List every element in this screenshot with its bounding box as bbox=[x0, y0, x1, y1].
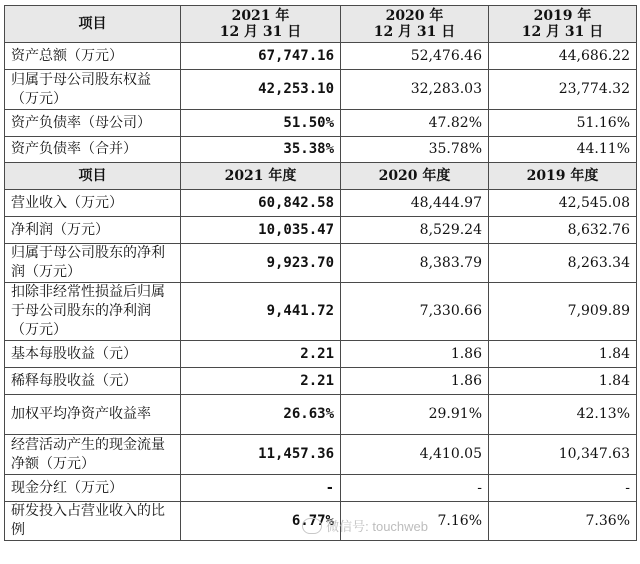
row-label: 研发投入占营业收入的比例 bbox=[5, 502, 181, 541]
value-2021: 26.63% bbox=[181, 395, 341, 435]
value-2019: 7,909.89 bbox=[489, 283, 637, 341]
table-row bbox=[5, 190, 637, 217]
value-2021: 2.21 bbox=[181, 368, 341, 395]
row-label: 扣除非经常性损益后归属于母公司股东的净利润（万元） bbox=[5, 283, 181, 341]
value-2019: 44,686.22 bbox=[489, 43, 637, 70]
header-2019-year: 2019 年度 bbox=[489, 163, 637, 190]
table-row bbox=[5, 502, 637, 541]
row-label: 归属于母公司股东权益（万元） bbox=[5, 70, 181, 110]
table-row bbox=[5, 283, 637, 341]
value-2019: 1.84 bbox=[489, 341, 637, 368]
header-2021-date: 2021 年 12 月 31 日 bbox=[181, 6, 341, 43]
row-label: 营业收入（万元） bbox=[5, 190, 181, 217]
header-item: 项目 bbox=[5, 6, 181, 43]
value-2019: 7.36% bbox=[489, 502, 637, 541]
row-label: 资产负债率（合并） bbox=[5, 137, 181, 163]
value-2020: 1.86 bbox=[341, 368, 489, 395]
income-header-row bbox=[5, 163, 637, 190]
value-2020: 48,444.97 bbox=[341, 190, 489, 217]
row-label: 经营活动产生的现金流量净额（万元） bbox=[5, 435, 181, 475]
row-label: 稀释每股收益（元） bbox=[5, 368, 181, 395]
header-2020-year: 2020 年度 bbox=[341, 163, 489, 190]
financial-table bbox=[4, 5, 637, 541]
value-2019: 8,632.76 bbox=[489, 217, 637, 244]
value-2019: 8,263.34 bbox=[489, 244, 637, 283]
table-row bbox=[5, 70, 637, 110]
table-row bbox=[5, 43, 637, 70]
row-label: 现金分红（万元） bbox=[5, 475, 181, 502]
value-2021: 11,457.36 bbox=[181, 435, 341, 475]
value-2019: 42,545.08 bbox=[489, 190, 637, 217]
header-2019-date: 2019 年 12 月 31 日 bbox=[489, 6, 637, 43]
row-label: 资产总额（万元） bbox=[5, 43, 181, 70]
value-2020: 7,330.66 bbox=[341, 283, 489, 341]
value-2019: 10,347.63 bbox=[489, 435, 637, 475]
value-2020: - bbox=[341, 475, 489, 502]
value-2021: 67,747.16 bbox=[181, 43, 341, 70]
value-2019: 1.84 bbox=[489, 368, 637, 395]
row-label: 净利润（万元） bbox=[5, 217, 181, 244]
value-2020: 52,476.46 bbox=[341, 43, 489, 70]
balance-header-row bbox=[5, 6, 637, 43]
watermark: 微信号: touchweb bbox=[302, 517, 428, 536]
table-row bbox=[5, 368, 637, 395]
value-2021: 9,923.70 bbox=[181, 244, 341, 283]
row-label: 加权平均净资产收益率 bbox=[5, 395, 181, 435]
wechat-icon bbox=[302, 518, 322, 534]
table-row bbox=[5, 110, 637, 137]
header-2020-date: 2020 年 12 月 31 日 bbox=[341, 6, 489, 43]
value-2019: 42.13% bbox=[489, 395, 637, 435]
table-row bbox=[5, 341, 637, 368]
value-2021: 42,253.10 bbox=[181, 70, 341, 110]
table-row bbox=[5, 137, 637, 163]
value-2020: 8,529.24 bbox=[341, 217, 489, 244]
value-2019: 51.16% bbox=[489, 110, 637, 137]
table-row bbox=[5, 244, 637, 283]
value-2020: 微信号: touchweb 7.16% bbox=[341, 502, 489, 541]
value-2021: 10,035.47 bbox=[181, 217, 341, 244]
table-row bbox=[5, 217, 637, 244]
value-2020: 1.86 bbox=[341, 341, 489, 368]
value-2020: 8,383.79 bbox=[341, 244, 489, 283]
row-label: 归属于母公司股东的净利润（万元） bbox=[5, 244, 181, 283]
value-2021: 35.38% bbox=[181, 137, 341, 163]
value-2020: 35.78% bbox=[341, 137, 489, 163]
value-2021: 60,842.58 bbox=[181, 190, 341, 217]
table-row bbox=[5, 475, 637, 502]
table-row bbox=[5, 395, 637, 435]
value-2021: 9,441.72 bbox=[181, 283, 341, 341]
header-2021-year: 2021 年度 bbox=[181, 163, 341, 190]
value-2020: 32,283.03 bbox=[341, 70, 489, 110]
value-2020: 4,410.05 bbox=[341, 435, 489, 475]
value-2019: - bbox=[489, 475, 637, 502]
value-2019: 44.11% bbox=[489, 137, 637, 163]
row-label: 基本每股收益（元） bbox=[5, 341, 181, 368]
value-2019: 23,774.32 bbox=[489, 70, 637, 110]
table-row bbox=[5, 435, 637, 475]
value-2021: 6.77% bbox=[181, 502, 341, 541]
value-2021: 2.21 bbox=[181, 341, 341, 368]
value-2020: 29.91% bbox=[341, 395, 489, 435]
value-2020: 47.82% bbox=[341, 110, 489, 137]
financial-summary bbox=[4, 5, 636, 541]
value-2021: - bbox=[181, 475, 341, 502]
value-2021: 51.50% bbox=[181, 110, 341, 137]
header-item: 项目 bbox=[5, 163, 181, 190]
row-label: 资产负债率（母公司） bbox=[5, 110, 181, 137]
